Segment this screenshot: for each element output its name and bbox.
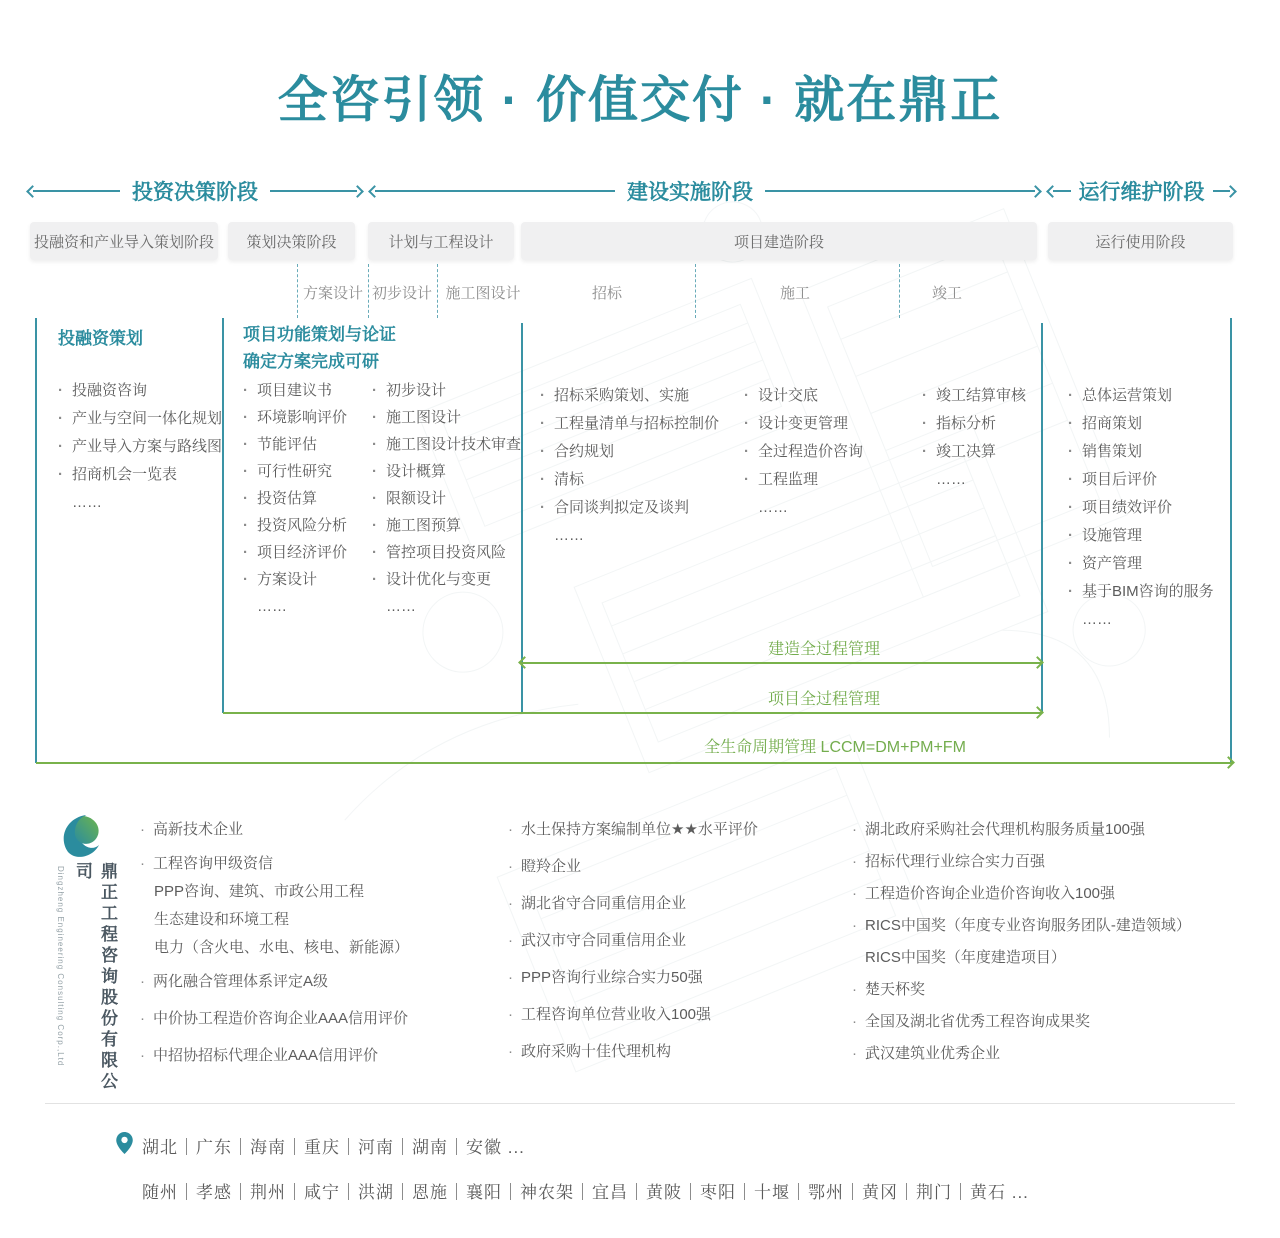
section-divider <box>45 1103 1235 1104</box>
list-item: · 项目经济评价 <box>243 545 347 561</box>
sub-stage-construction-drawing: 施工图设计 <box>445 285 521 302</box>
list-item: · 清标 <box>540 472 719 488</box>
arrow-right-icon <box>1224 185 1237 198</box>
operation-list <box>1068 388 1214 640</box>
list-item: · 合约规划 <box>540 444 719 460</box>
frame-line-right <box>1230 318 1232 763</box>
list-item: · 设计交底 <box>744 388 863 404</box>
qualification-item: · 水土保持方案编制单位★★水平评价 <box>508 820 758 840</box>
dashed-divider <box>695 264 696 318</box>
list-item: · 投资估算 <box>243 491 347 507</box>
frame-line-left <box>35 318 37 763</box>
feasibility-list-left <box>243 383 347 626</box>
list-item: · 限额设计 <box>372 491 521 507</box>
feasibility-list-right <box>372 383 521 626</box>
list-item: · 总体运营策划 <box>1068 388 1214 404</box>
label-project-whole-process: 项目全过程管理 <box>767 691 880 708</box>
list-item: · 投资风险分析 <box>243 518 347 534</box>
list-item: · 基于BIM咨询的服务 <box>1068 584 1214 600</box>
bidding-list <box>540 388 719 556</box>
location-pin-icon <box>116 1132 133 1154</box>
list-item: · 工程监理 <box>744 472 863 488</box>
qualifications-middle <box>508 820 758 1062</box>
qualification-subline: 电力（含火电、水电、核电、新能源） <box>154 939 410 956</box>
list-item: · 施工图预算 <box>372 518 521 534</box>
list-item: · 施工图设计 <box>372 410 521 426</box>
frame-line-mid-left <box>521 323 523 713</box>
list-item-ellipsis: …… <box>554 527 584 544</box>
arrow-project-whole-process <box>223 712 1041 714</box>
qualification-item: · RICS中国奖（年度专业咨询服务团队-建造领域） <box>852 916 1191 936</box>
arrow-line <box>33 190 120 192</box>
arrow-left-icon <box>26 185 39 198</box>
arrow-left-icon <box>1046 185 1059 198</box>
list-item: · 设计优化与变更 <box>372 572 521 588</box>
list-item: · 方案设计 <box>243 572 347 588</box>
list-item-ellipsis: …… <box>72 494 102 511</box>
column-header-feasibility-line1: 项目功能策划与论证 <box>243 325 396 344</box>
completion-list <box>922 388 1026 500</box>
list-item: · 设计变更管理 <box>744 416 863 432</box>
list-item: · 招商机会一览表 <box>58 467 222 483</box>
qualification-item: · 工程咨询单位营业收入100强 <box>508 1005 758 1025</box>
list-item: · 招标采购策划、实施 <box>540 388 719 404</box>
list-item: · 节能评估 <box>243 437 347 453</box>
qualification-item: · 招标代理行业综合实力百强 <box>852 852 1191 872</box>
list-item: · 项目建议书 <box>243 383 347 399</box>
qualification-subline: PPP咨询、建筑、市政公用工程 <box>154 883 365 900</box>
frame-line-mid-right <box>1041 323 1043 713</box>
qualification-item: · 高新技术企业 <box>140 820 409 840</box>
company-logo <box>60 812 104 864</box>
location-cities: 随州｜孝感｜荆州｜咸宁｜洪湖｜恩施｜襄阳｜神农架｜宜昌｜黄陂｜枣阳｜十堰｜鄂州｜黄冈｜荆门｜黄石 ... <box>142 1183 1029 1202</box>
stage-box-financing: 投融资和产业导入策划阶段 <box>30 222 218 260</box>
label-lifecycle-management: 全生命周期管理 LCCM=DM+PM+FM <box>704 739 966 756</box>
qualification-item: · 中价协工程造价咨询企业AAA信用评价 <box>140 1009 409 1029</box>
sub-stage-preliminary-design: 初步设计 <box>371 285 433 302</box>
qualification-item: · PPP咨询行业综合实力50强 <box>508 968 758 988</box>
list-item: · 设计概算 <box>372 464 521 480</box>
stage-box-design: 计划与工程设计 <box>368 222 514 260</box>
list-item: · 项目后评价 <box>1068 472 1214 488</box>
phase-label: 建设实施阶段 <box>627 181 753 204</box>
phase-arrow-operation <box>1048 178 1235 204</box>
dashed-divider <box>899 264 900 318</box>
qualification-item: · 武汉建筑业优秀企业 <box>852 1044 1191 1064</box>
list-item-ellipsis: …… <box>758 499 788 516</box>
arrow-right-icon <box>1029 185 1042 198</box>
construction-list <box>744 388 863 528</box>
qualification-item: · 楚天杯奖 <box>852 980 1191 1000</box>
list-item-ellipsis: …… <box>386 598 416 615</box>
sub-stage-completion: 竣工 <box>931 285 963 302</box>
qualification-item: · 政府采购十佳代理机构 <box>508 1042 758 1062</box>
qualification-item: · 湖北省守合同重信用企业 <box>508 894 758 914</box>
arrow-line <box>375 190 615 192</box>
list-item: · 环境影响评价 <box>243 410 347 426</box>
stage-box-operating: 运行使用阶段 <box>1048 222 1233 260</box>
qualification-subline: 生态建设和环境工程 <box>154 911 290 928</box>
list-item: · 设施管理 <box>1068 528 1214 544</box>
company-name-cn: 鼎正工程咨询股份有限公司 <box>73 862 117 1093</box>
page-title: 全咨引领 · 价值交付 · 就在鼎正 <box>277 72 1003 128</box>
dashed-divider <box>437 264 438 318</box>
list-item: · 指标分析 <box>922 416 1026 432</box>
financing-planning-list <box>58 383 222 523</box>
list-item: · 投融资咨询 <box>58 383 222 399</box>
list-item-ellipsis: …… <box>257 598 287 615</box>
column-header-feasibility-line2: 确定方案完成可研 <box>243 352 379 371</box>
list-item: · 产业导入方案与路线图 <box>58 439 222 455</box>
qualification-item: · 工程造价咨询企业造价咨询收入100强 <box>852 884 1191 904</box>
sub-stage-construction: 施工 <box>779 285 811 302</box>
frame-line-col2 <box>222 318 224 713</box>
stage-box-planning: 策划决策阶段 <box>228 222 355 260</box>
list-item: · 竣工决算 <box>922 444 1026 460</box>
list-item: · 管控项目投资风险 <box>372 545 521 561</box>
location-provinces: 湖北｜广东｜海南｜重庆｜河南｜湖南｜安徽 ... <box>142 1138 525 1157</box>
list-item: · 合同谈判拟定及谈判 <box>540 500 719 516</box>
sub-stage-bidding: 招标 <box>591 285 623 302</box>
list-item-ellipsis: …… <box>936 471 966 488</box>
list-item: · 项目绩效评价 <box>1068 500 1214 516</box>
sub-stage-scheme-design: 方案设计 <box>302 285 364 302</box>
qualifications-right <box>852 820 1191 1064</box>
qualification-item: · 湖北政府采购社会代理机构服务质量100强 <box>852 820 1191 840</box>
list-item: · 全过程造价咨询 <box>744 444 863 460</box>
arrow-line <box>270 190 357 192</box>
arrow-construction-whole-process <box>521 662 1041 664</box>
phase-label: 投资决策阶段 <box>132 181 258 204</box>
qualification-item: · 武汉市守合同重信用企业 <box>508 931 758 951</box>
arrow-left-icon <box>368 185 381 198</box>
list-item: · 工程量清单与招标控制价 <box>540 416 719 432</box>
qualifications-left <box>140 820 409 1066</box>
arrow-right-icon <box>351 185 364 198</box>
list-item: · 资产管理 <box>1068 556 1214 572</box>
qualification-item: · 两化融合管理体系评定A级 <box>140 972 409 992</box>
list-item: · 竣工结算审核 <box>922 388 1026 404</box>
dashed-divider <box>368 264 369 318</box>
column-header-financing-planning: 投融资策划 <box>58 329 143 348</box>
list-item: · 可行性研究 <box>243 464 347 480</box>
list-item: · 招商策划 <box>1068 416 1214 432</box>
qualification-item: · 全国及湖北省优秀工程咨询成果奖 <box>852 1012 1191 1032</box>
list-item: · 销售策划 <box>1068 444 1214 460</box>
list-item: · 产业与空间一体化规划 <box>58 411 222 427</box>
phase-arrow-construction <box>370 178 1040 204</box>
list-item-ellipsis: …… <box>1082 611 1112 628</box>
list-item: · 初步设计 <box>372 383 521 399</box>
qualification-item: · 瞪羚企业 <box>508 857 758 877</box>
company-name-en: Dingzheng Engineering Consulting Corp.,Ltd <box>56 866 65 1067</box>
arrow-lifecycle-management <box>36 762 1232 764</box>
stage-box-building: 项目建造阶段 <box>521 222 1037 260</box>
label-construction-whole-process: 建造全过程管理 <box>767 641 880 658</box>
dashed-divider <box>297 264 298 318</box>
arrow-line <box>765 190 1035 192</box>
qualification-item: · 中招协招标代理企业AAA信用评价 <box>140 1046 409 1066</box>
list-item: · 施工图设计技术审查 <box>372 437 521 453</box>
qualification-item: RICS中国奖（年度建造项目） <box>865 949 1066 966</box>
phase-arrow-investment <box>28 178 362 204</box>
phase-label: 运行维护阶段 <box>1078 181 1205 204</box>
arrow-right-icon <box>1222 756 1235 769</box>
qualification-item: · 工程咨询甲级资信 <box>140 854 409 874</box>
